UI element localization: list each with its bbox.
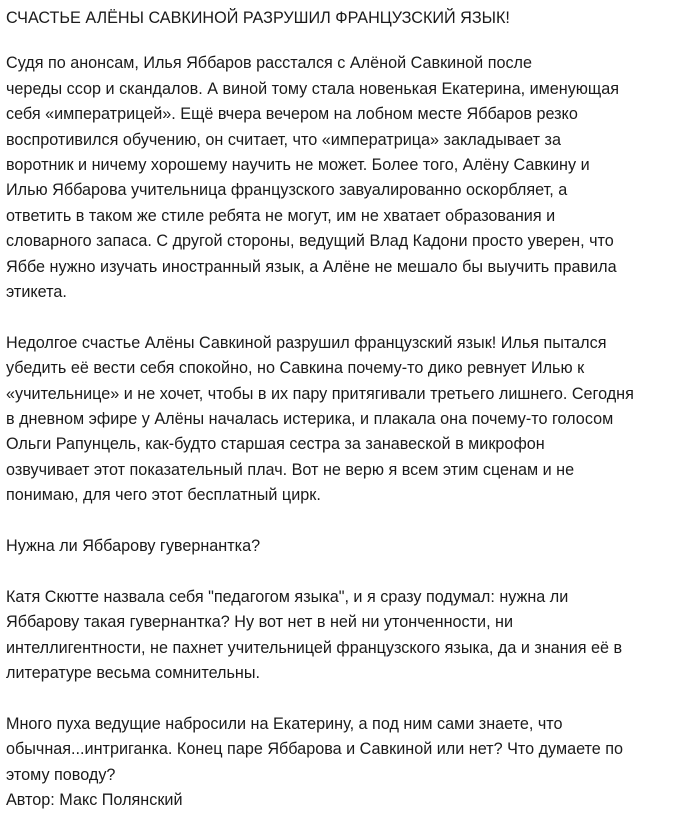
text-line: озвучивает этот показательный плач. Вот не верю я всем этим сценам и не: [6, 460, 575, 479]
text-line: ответить в таком же стиле ребята не могут, им не хватает образования и: [6, 206, 556, 225]
text-line: словарного запаса. С другой стороны, ведущий Влад Кадони просто уверен, что: [6, 232, 614, 251]
subheading-paragraph: [6, 534, 690, 559]
text-line: Яббе нужно изучать иностранный язык, а Алёне не мешало бы выучить правила: [6, 257, 617, 276]
text-line: этому поводу?: [6, 765, 116, 784]
author-credit: Автор: Макс Полянский: [6, 791, 183, 810]
text-line: Судя по анонсам, Илья Яббаров расстался с Алёной Савкиной после: [6, 54, 533, 73]
text-line: Ольги Рапунцель, как-будто старшая сестра за занавеской в микрофон: [6, 435, 545, 454]
text-line: Катя Скютте назвала себя "педагогом языка", и я сразу подумал: нужна ли: [6, 587, 569, 606]
text-line: этикета.: [6, 283, 67, 302]
text-line: убедить её вести себя спокойно, но Савкина почему-то дико ревнует Илью к: [6, 359, 585, 378]
paragraph-3: [6, 585, 690, 687]
text-line: воспротивился обучению, он считает, что «императрица» закладывает за: [6, 130, 561, 149]
text-line: себя «императрицей». Ещё вчера вечером на лобном месте Яббаров резко: [6, 105, 578, 124]
article: [6, 6, 690, 814]
text-line: «учительнице» и не хочет, чтобы в их пару притягивали третьего лишнего. Сегодня: [6, 384, 634, 403]
text-line: Илью Яббарова учительница французского завуалированно оскорбляет, а: [6, 181, 568, 200]
text-line: Яббарову такая гувернантка? Ну вот нет в ней ни утонченности, ни: [6, 613, 514, 632]
text-line: Много пуха ведущие набросили на Екатерину, а под ним сами знаете, что: [6, 714, 563, 733]
text-line: воротник и ничему хорошему научить не может. Более того, Алёну Савкину и: [6, 156, 590, 175]
text-line: в дневном эфире у Алёны началась истерика, и плакала она почему-то голосом: [6, 410, 614, 429]
text-line: Нужна ли Яббарову гувернантка?: [6, 537, 261, 556]
text-line: череды ссор и скандалов. А виной тому стала новенькая Екатерина, именующая: [6, 79, 620, 98]
paragraph-1: [6, 51, 690, 305]
text-line: литературе весьма сомнительны.: [6, 664, 260, 683]
text-line: понимаю, для чего этот бесплатный цирк.: [6, 486, 321, 505]
text-line: Недолгое счастье Алёны Савкиной разрушил французский язык! Илья пытался: [6, 333, 607, 352]
paragraph-4: [6, 712, 690, 788]
text-line: интеллигентности, не пахнет учительницей французского языка, да и знания её в: [6, 638, 623, 657]
paragraph-2: [6, 331, 690, 509]
text-line: обычная...интриганка. Конец паре Яббарова и Савкиной или нет? Что думаете по: [6, 740, 624, 759]
article-title: СЧАСТЬЕ АЛЁНЫ САВКИНОЙ РАЗРУШИЛ ФРАНЦУЗСКИЙ ЯЗЫК!: [6, 9, 510, 27]
